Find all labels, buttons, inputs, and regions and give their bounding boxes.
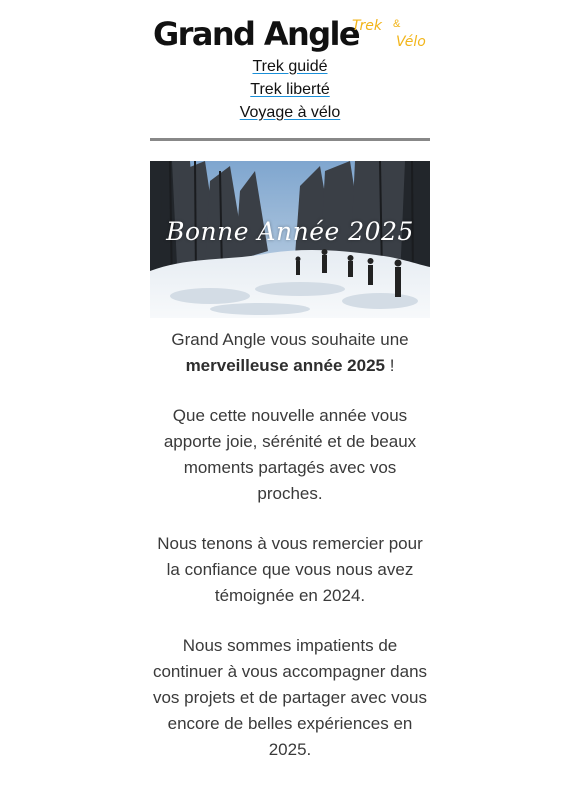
main-nav (150, 55, 430, 124)
paragraph-future: Nous sommes impatients de continuer à vous accompagner dans vos projets et de partager avec vous encore de belles expériences en 2025. (152, 636, 428, 759)
highlight-year: merveilleuse année 2025 (185, 356, 385, 375)
logo-trek-text: Trek (352, 18, 382, 34)
nav-link-trek-liberte[interactable]: Trek liberté (250, 81, 330, 98)
paragraph-thanks: Nous tenons à vous remercier pour la confiance que vous nous avez témoignée en 2024. (157, 534, 423, 605)
hero-banner-image[interactable] (150, 161, 430, 318)
paragraph-joy: Que cette nouvelle année vous apporte joie, sérénité et de beaux moments partagés avec vos proches. (163, 406, 417, 503)
paragraph-wishes: Grand Angle vous souhaite une merveilleuse année 2025 ! (171, 330, 409, 375)
logo-wordmark: Grand Angle (153, 15, 359, 53)
logo-velo-text: Vélo (396, 34, 426, 50)
message-body (150, 327, 430, 787)
brand-logo[interactable] (153, 14, 433, 54)
header-divider (150, 138, 430, 141)
nav-link-voyage-velo[interactable]: Voyage à vélo (239, 104, 341, 121)
hero-greeting-text: Bonne Année 2025 (166, 217, 414, 246)
nav-link-trek-guide[interactable]: Trek guidé (252, 58, 328, 75)
logo-ampersand: & (393, 18, 401, 30)
